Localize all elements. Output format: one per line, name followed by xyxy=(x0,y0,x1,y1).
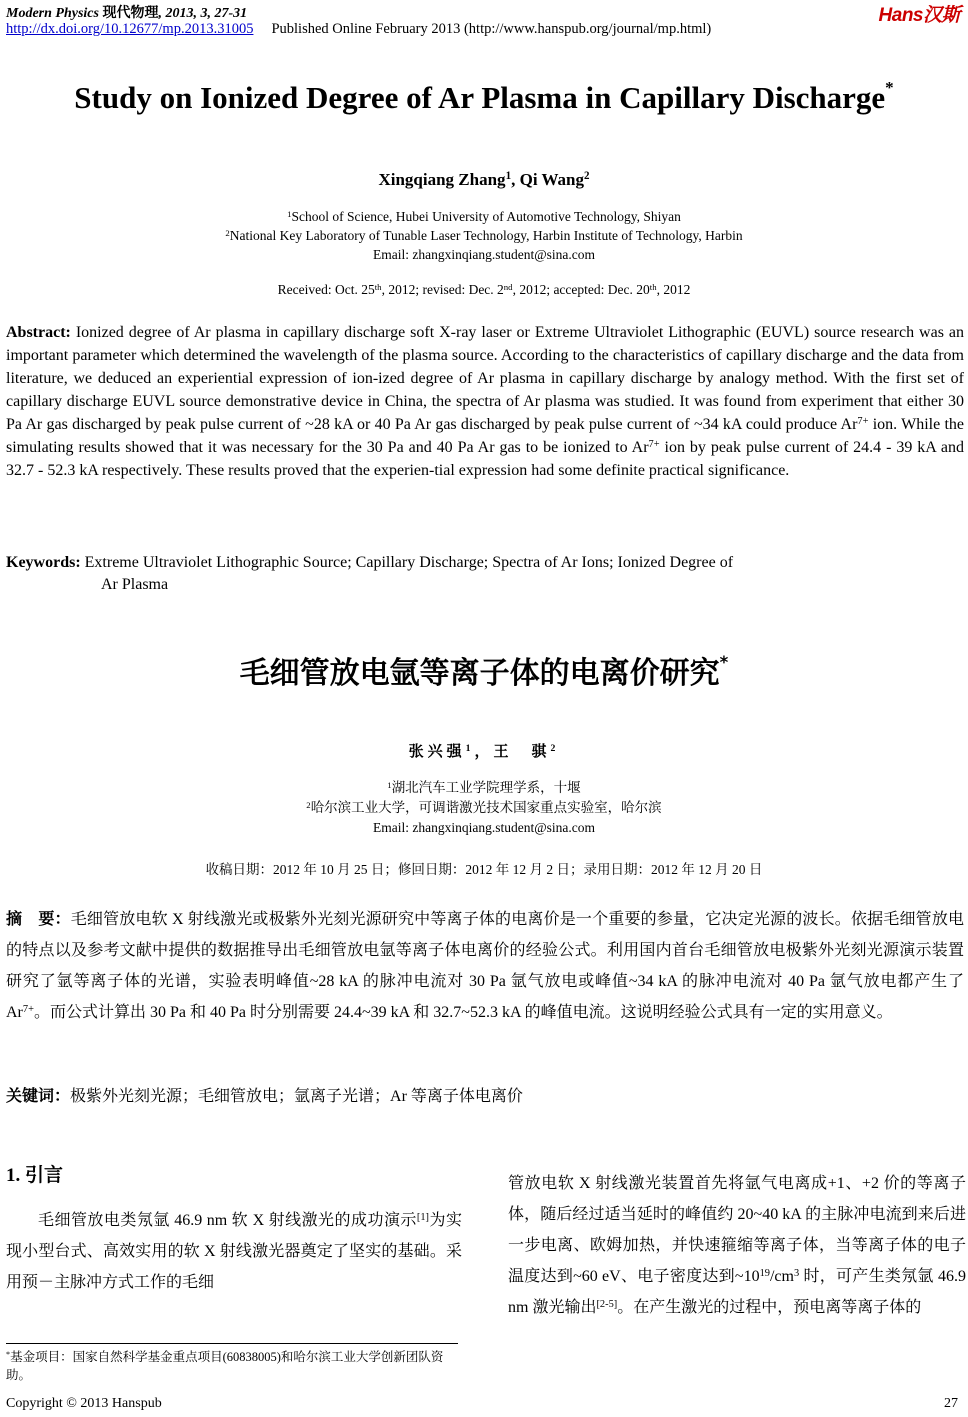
affiliation-1 xyxy=(0,207,968,226)
english-email: Email: zhangxinqiang.student@sina.com xyxy=(372,247,595,262)
right-text-a: 管放电软 X 射线激光装置首先将氩气电离成+1、+2 价的等离子体，随后经过适当延时的峰值约 20~40 kA 的主脉冲电流到来后进一步电离、欧姆加热，并快速箍缩等离子体，当等离子体的电子温度达到~60 eV、电子密度达到~10 xyxy=(508,1175,966,1285)
section-heading xyxy=(6,1160,63,1187)
title-footnote-mark: * xyxy=(885,77,894,97)
left-text-a: 毛细管放电类氖氩 46.9 nm 软 X 射线激光的成功演示 xyxy=(38,1212,417,1229)
cn-affil-1-sup: 1 xyxy=(387,779,392,790)
received-sup-b: nd xyxy=(503,281,513,292)
chinese-received-dates: 收稿日期：2012 年 10 月 25 日；修回日期：2012 年 12 月 2 日；录用日期：2012 年 12 月 20 日 xyxy=(205,862,763,877)
body-left-column xyxy=(6,1205,462,1298)
english-keywords xyxy=(6,552,964,596)
received-sup-c: th xyxy=(649,281,657,292)
cn-keywords-label: 关键词： xyxy=(6,1086,71,1105)
received-sup-a: th xyxy=(374,281,382,292)
chinese-title-mark: * xyxy=(719,653,729,673)
abstract-part-c: ion by peak pulse current of 24.4 - 39 kA and 32.7 - 52.3 kA respectively. These results proved that the experien-tial expression had some definite practical significance. xyxy=(6,439,965,479)
keywords-text-1: Extreme Ultraviolet Lithographic Source; Capillary Discharge; Spectra of Ar Ions; Ionized Degree of xyxy=(80,554,734,571)
abstract-sup-2: 7+ xyxy=(648,438,660,450)
received-part-c: , 2012; accepted: Dec. 20 xyxy=(512,282,650,297)
cn-affiliation-1 xyxy=(0,778,968,798)
keywords-line-2: Ar Plasma xyxy=(101,576,169,593)
cn-abstract-label: 摘 要： xyxy=(6,909,71,928)
affil-2-text: National Key Laboratory of Tunable Laser Technology, Harbin Institute of Technology, Harbin xyxy=(229,228,743,243)
english-title-text: Study on Ionized Degree of Ar Plasma in Capillary Discharge xyxy=(74,80,886,115)
affiliation-2 xyxy=(0,226,968,245)
abstract-sup-1: 7+ xyxy=(857,415,869,427)
keywords-line-1 xyxy=(6,552,964,574)
right-text-b: /cm xyxy=(769,1268,794,1285)
body-right-column xyxy=(508,1168,966,1323)
right-text-c: 时，可产生类氖氩 46.9 nm 激光输出 xyxy=(508,1268,966,1316)
abstract-part-a: Ionized degree of Ar plasma in capillary discharge soft X-ray laser or Extreme Ultraviolet Lithographic (EUVL) source research was an important parameter which determined the wavelength of the plasma source. According to the characteristics of capillary discharge and the data from literature, we deduced an experiential expression of ion-ized degree of Ar plasma in capillary discharge by analogy method. With the first set of capillary discharge EUVL source demonstrative device in China, the spectra of Ar plasma was studied. It was found from experiment that either 30 Pa Ar gas discharged by peak pulse current of ~28 kA or 40 Pa Ar gas discharged by peak pulse current of ~34 kA could produce Ar xyxy=(6,324,964,433)
abstract-label: Abstract: xyxy=(6,324,71,341)
cn-author-separator: ， xyxy=(474,744,494,760)
english-abstract xyxy=(6,321,964,482)
cn-affil-2-text: 哈尔滨工业大学，可调谐激光技术国家重点实验室，哈尔滨 xyxy=(310,800,662,815)
received-part-b: , 2012; revised: Dec. 2 xyxy=(381,282,504,297)
right-sup-2: 3 xyxy=(793,1267,800,1279)
cn-abstract-part-b: 。而公式计算出 30 Pa 和 40 Pa 时分别需要 24.4~39 kA 和 32.7~52.3 kA 的峰值电流。这说明经验公式具有一定的实用意义。 xyxy=(33,1004,893,1021)
page-number: 27 xyxy=(944,1396,958,1411)
abstract-part-b: ion. While the simulating results showed that it was necessary for the 30 Pa and 40 Pa Ar gas to be ionized to Ar xyxy=(6,416,965,456)
right-ref: [2-5] xyxy=(596,1298,618,1310)
cn-author-1-sup: 1 xyxy=(465,743,475,755)
left-ref: [1] xyxy=(416,1211,430,1223)
right-text-d: 。在产生激光的过程中，预电离等离子体的 xyxy=(617,1299,922,1316)
chinese-keywords xyxy=(6,1083,964,1106)
affil-2-sup: 2 xyxy=(225,227,230,238)
footnote xyxy=(6,1348,462,1384)
chinese-title xyxy=(0,648,968,692)
chinese-authors xyxy=(0,740,968,761)
footnote-text: 基金项目：国家自然科学基金重点项目(60838005)和哈尔滨工业大学创新团队资助。 xyxy=(6,1350,444,1382)
cn-affiliation-2 xyxy=(0,798,968,818)
published-online: Published Online February 2013 (http://www.hanspub.org/journal/mp.html) xyxy=(271,21,712,37)
author-1: Xingqiang Zhang xyxy=(378,170,506,189)
affil-1-text: School of Science, Hubei University of Automotive Technology, Shiyan xyxy=(291,209,681,224)
received-part-a: Received: Oct. 25 xyxy=(277,282,375,297)
english-received-dates xyxy=(0,282,968,298)
author-1-sup: 1 xyxy=(505,170,512,183)
right-sup-1: 19 xyxy=(759,1267,770,1279)
chinese-title-text: 毛细管放电氩等离子体的电离价研究 xyxy=(239,656,720,691)
cn-affil-1-text: 湖北汽车工业学院理学系，十堰 xyxy=(391,780,581,795)
cn-email: Email: zhangxinqiang.student@sina.com xyxy=(372,820,595,835)
cn-abstract-part-a: 毛细管放电软 X 射线激光或极紫外光刻光源研究中等离子体的电离价是一个重要的参量，它决定光源的波长。依据毛细管放电的特点以及参考文献中提供的数据推导出毛细管放电氩等离子体电离价的经验公式。利用国内首台毛细管放电极紫外光刻光源演示装置研究了氩等离子体的光谱，实验表明峰值~28 kA 的脉冲电流对 30 Pa 氩气放电或峰值~34 kA 的脉冲电流对 40 Pa 氩气放电都产生了 Ar xyxy=(6,911,964,1021)
section-title: 引言 xyxy=(25,1164,64,1186)
cn-affil-2-sup: 2 xyxy=(306,799,311,810)
hans-logo: Hans汉斯 xyxy=(878,5,960,26)
volume-info: , 2013, 3, 27-31 xyxy=(158,6,248,21)
english-affiliations xyxy=(0,207,968,264)
affil-1-sup: 1 xyxy=(287,208,292,219)
footnote-mark: * xyxy=(6,1349,11,1359)
copyright: Copyright © 2013 Hanspub xyxy=(6,1396,162,1411)
journal-name: Modern Physics xyxy=(6,6,99,21)
chinese-abstract xyxy=(6,903,964,1028)
cn-author-2-sup: 2 xyxy=(550,743,560,755)
journal-name-cn: 现代物理 xyxy=(102,6,159,21)
cn-author-2: 王 骐 xyxy=(493,744,551,760)
doi-line xyxy=(6,21,711,38)
section-number: 1. xyxy=(6,1165,21,1186)
cn-keywords-text: 极紫外光刻光源；毛细管放电；氩离子光谱；Ar 等离子体电离价 xyxy=(70,1088,523,1105)
cn-author-1: 张兴强 xyxy=(408,744,466,760)
chinese-affiliations xyxy=(0,778,968,838)
author-separator: , xyxy=(511,170,520,189)
english-title xyxy=(0,77,968,116)
author-2-sup: 2 xyxy=(584,170,590,183)
left-text-b: 为实现小型台式、高效实用的软 X 射线激光器奠定了坚实的基础。采用预－主脉冲方式工作的毛细 xyxy=(6,1212,462,1291)
english-authors xyxy=(0,170,968,190)
keywords-label: Keywords: xyxy=(6,554,81,571)
author-2: Qi Wang xyxy=(519,170,584,189)
doi-link[interactable]: http://dx.doi.org/10.12677/mp.2013.31005 xyxy=(6,21,254,37)
journal-header xyxy=(6,2,247,22)
received-part-d: , 2012 xyxy=(656,282,691,297)
footnote-divider xyxy=(6,1343,458,1344)
cn-abstract-sup: 7+ xyxy=(22,1003,34,1015)
